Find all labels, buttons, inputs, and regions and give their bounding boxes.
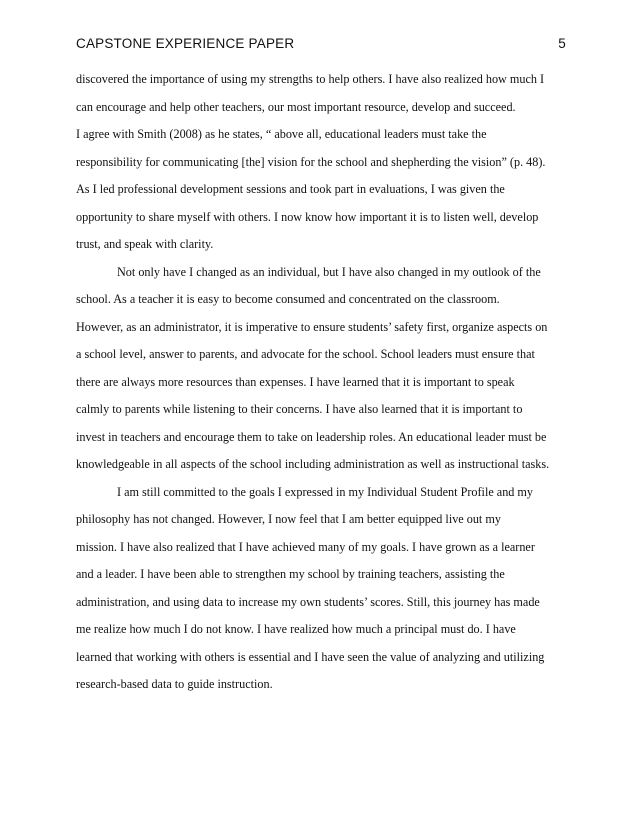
text-line: learned that working with others is essential and I have seen the value of analyzing and utilizing — [76, 649, 545, 664]
page-number: 5 — [558, 36, 566, 51]
text-line: school. As a teacher it is easy to become consumed and concentrated on the classroom. — [76, 292, 500, 306]
text-line: a school level, answer to parents, and advocate for the school. School leaders must ensure that — [76, 347, 535, 361]
text-line: responsibility for communicating [the] vision for the school and shepherding the vision” (p. 48). — [76, 154, 546, 169]
paragraph-first-line: I am still committed to the goals I expressed in my Individual Student Profile and my — [117, 484, 533, 499]
text-line: administration, and using data to increase my own students’ scores. Still, this journey has made — [76, 594, 540, 609]
text-line: invest in teachers and encourage them to take on leadership roles. An educational leader must be — [76, 429, 547, 444]
text-line: knowledgeable in all aspects of the school including administration as well as instructional tasks. — [76, 457, 550, 471]
text-line: mission. I have also realized that I have achieved many of my goals. I have grown as a learner — [76, 539, 535, 554]
paragraph-first-line: Not only have I changed as an individual, but I have also changed in my outlook of the — [117, 264, 541, 279]
text-line: can encourage and help other teachers, our most important resource, develop and succeed. — [76, 99, 516, 114]
text-line: As I led professional development sessions and took part in evaluations, I was given the — [76, 182, 505, 196]
text-line: discovered the importance of using my strengths to help others. I have also realized how much I — [76, 72, 545, 86]
text-line: opportunity to share myself with others. I now know how important it is to listen well, develop — [76, 209, 539, 224]
text-line: calmly to parents while listening to their concerns. I have also learned that it is important to — [76, 402, 523, 416]
text-line: there are always more resources than expenses. I have learned that it is important to speak — [76, 374, 515, 389]
text-line: trust, and speak with clarity. — [76, 237, 214, 251]
body-text — [76, 66, 566, 699]
header-title: CAPSTONE EXPERIENCE PAPER — [76, 36, 295, 51]
text-line: However, as an administrator, it is imperative to ensure students’ safety first, organize aspects on — [76, 319, 548, 334]
text-line: I agree with Smith (2008) as he states, “ above all, educational leaders must take the — [76, 127, 487, 141]
text-line: me realize how much I do not know. I have realized how much a principal must do. I have — [76, 622, 516, 636]
text-line: philosophy has not changed. However, I now feel that I am better equipped live out my — [76, 512, 501, 526]
text-line: and a leader. I have been able to strengthen my school by training teachers, assisting the — [76, 567, 505, 581]
running-header — [76, 36, 566, 56]
text-line: research-based data to guide instruction. — [76, 677, 273, 691]
